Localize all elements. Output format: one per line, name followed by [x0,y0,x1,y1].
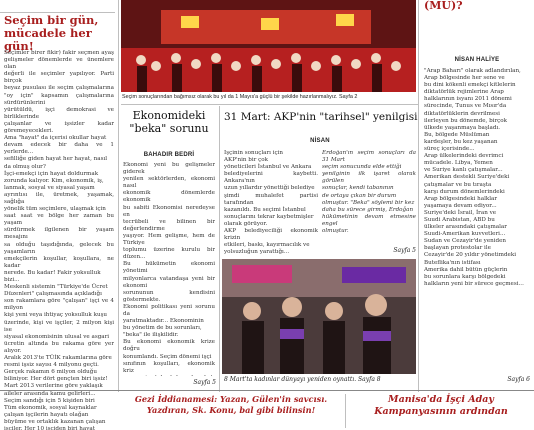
right-column-page: Sayfa 6 [507,376,530,383]
top-photo [121,0,416,92]
right-column-author: NİSAN HALİYE [454,57,500,63]
top-photo-caption: Seçim sonuçlarından bağımsız olarak bu yıl da 1 Mayıs'a güçlü bir şekilde hazırlanmalıyız. Sayfa 2 [122,94,358,100]
economy-article-page: Sayfa 5 [193,379,216,386]
election-article-body-right: Erdoğan'ın seçim sonuçları da 31 Mart seçim sonucunda elde ettiği yenilginin ilk işaret olarak görülen sonuçlar, kendi tabanının de ortaya çıkan bir durum olmuştur. "Beka" söylemi bir kez daha bu sürece girmiş, Erdoğan hükümetinin devam etmesine engel olmuştur. [322,150,416,235]
economy-article-title: Ekonomideki "beka" sorunu [129,109,209,135]
bottom-teaser-divider [345,394,346,428]
women-march-illustration [222,259,416,374]
right-column-header: (MU)? [424,0,463,12]
election-article-page: Sayfa 5 [393,247,416,254]
left-headline: Seçim bir gün, mücadele her gün! [4,13,99,53]
right-column-divider [418,0,419,392]
right-column-body: "Arap Baharı" olarak adlandırılan, Arap bölgesinde her sene ve bu dini kökenli emekçi kitlelerin diktatörlük rejimlerine Arap halklarının isyanı 2011 dönemi sürecinde, Tunus ve Mısır'da diktatörlüklerin devrilmesi ilerleyen bu dönemde, birçok ülkede yaşanmaya başladı. Bu, bölgede Müslüman kardeşler, bu kez yaşanan süreç içerisinde... Arap ülkelerindeki devrimci mücadele. Libya, Yemen ve Suriye kanlı çatışmalar... Amerikan destekli Suriye'deki çatışmalar ve bu tıraşta karşı durum dönemlerindeki Arap bölgesindeki halklar yaşamaya devam ediyor... Suriye'deki İsrail, İran ve Suudi Arabistan, ABD bu ülkeler arasındaki çatışmalar Suudi-Amerikan kuvvetleri... Sudan ve Cezayir'de yeniden başlayan protestolar ile Cezayir'de 20 yıldır yönetimdeki Buteflika'nın istifası Amerika dahil bütün güçlerin bu sorunlara karşı bölgedeki halkların yeni bir sürece geçmesi... [424,68,524,287]
bottom-teaser-rule [0,390,534,391]
bottom-teaser-manisa: Manisa'da İşçi Aday Kampanyasının ardından [374,394,508,417]
bottom-teaser-gezi: Gezi İddianamesi: Yazan, Gülen'in savcısı. Yazdıran, Sk. Konu, bal gibi bilinsin! [134,394,328,415]
election-article-body-left: İşçinin sonuçları için AKP'nin bir çok yöneticileri İstanbul ve Ankara belediyelerini kaybetti. Ankara'nın uzun yıllardır yönettiği belediye şimdi muhalefet partisi tarafından kazanıldı. Bu seçimi İstanbul sonuçlarını tekrar kaybetmişler olarak görüyor. AKP belediyeciliği ekonomik krizin etkileri, baskı, kayırmacılık ve yolsuzluğun yarattığı... [224,150,318,256]
left-column-divider [118,0,119,392]
election-article-author: NİSAN [310,138,330,144]
election-article-title: 31 Mart: AKP'nin "tarihsel" yenilgisi [224,111,418,123]
left-body-text: Seçimler birer fikir) fakir seçmen ayaş gelişmeler dönemlerde ve ünemlere olan değerli ile seçimler yapılıyor. Parti birçok beyaz pusulası ile seçim çalışmalarına "oy için" kapsamın çalışmalarına sürdürünlerini yürütüldü, işçi demokrasi ve birliklerinde çalışanlar ve işsizler kadar göremeyecekleri. Ama "hayat" da içerisi okullar hayat devam edecek bir daha ve 1 yerlerde... sefilliğe giden hayat her hayat, nasıl da olmuş olur? İşçi-emekçi için hayat doldurmak zorunda kalıyor. Kim, ekonomik, iş, lanmak, sosyal ve siyasal yaşam ayrıntısı ile, üretmek, yaşamak, sağlığa yönelik tüm seçimlere, ulaşmak için saat saat ve bölge her zaman bu yaşam sürdürmek ilgilenen bir yaşam mesajını sa olduğu taşıdığında, gelecek bu yaşamların emekçilerin koşullar, koşullara, ne kadar nerede. Bu kadar! Fakir yoksulluk bizi... Meskenli sistemin "Türkiye'de Ücret Düzenleri" çalışmasında açıkladığı son rakamlara göre "çalışan" işçi ve 4 milyon kişi yeni veya ihtiyaç yoksulluk kuşu üzerinde, kişi ve işçiler, 2 milyon kişi ise siyasal ekonomisinin ulusal ve asgari ücretin altında bu rakama göre yer alıyor. Aralık 2013'te TÜİK rakamlarına göre resmi işsiz sayısı 4 milyonu geçti. Gerçek rakamın 6 milyon olduğu biliniyor. Her dört gençten biri işsiz! Mart 2013 verilerine göre yaklaşık aileler arasında kamu gelirleri... Seçim sandığı için 5 kişiden biri Tüm ekonomik, sosyal kaynaklar çalışan işçilerin hayatı olağan büyüme ve ortaklık kazanan çalışan işçiler. Her 10 işçiden biri hayat [4,50,114,430]
election-photo-caption: 8 Mart'ta kadınlar dünyayı yeniden oynattı. Sayfa 8 [224,376,381,383]
economy-article-author: BAHADIR BEDRİ [143,152,195,158]
economy-article-body: Ekonomi yeni bu gelişmeler giderek yenilen sektörlerden, ekonomi nasıl ekonomik dönemlerde ekonomik bu sabiti Ekonomisi neredeyse en tecrübeli ve bilinen bir değerlendirme yaşıyor. Hem gelişme, hem de Türkiye toplumu üzerine kurulu bir düzen... Bu hükümetin ekonomi yönetimi milyonlarca vatandaşa yeni bir ekonomi sorununun kendisini göstermekte. Ekonomi politikası yeni sorunu da yaratmaktadır... Ekonominin bu yönetim de bu sorunları, "beka" ile ilişkilidir. Bu ekonomi ekonomik krize doğru konumlandı. Seçim dönemi işçi sınıfının koşulları, ekonomik kriz [123,162,215,374]
election-photo [222,259,416,374]
center-caption-rule [121,104,419,105]
rally-crowd-illustration [121,0,416,92]
economy-column-divider [219,106,220,392]
